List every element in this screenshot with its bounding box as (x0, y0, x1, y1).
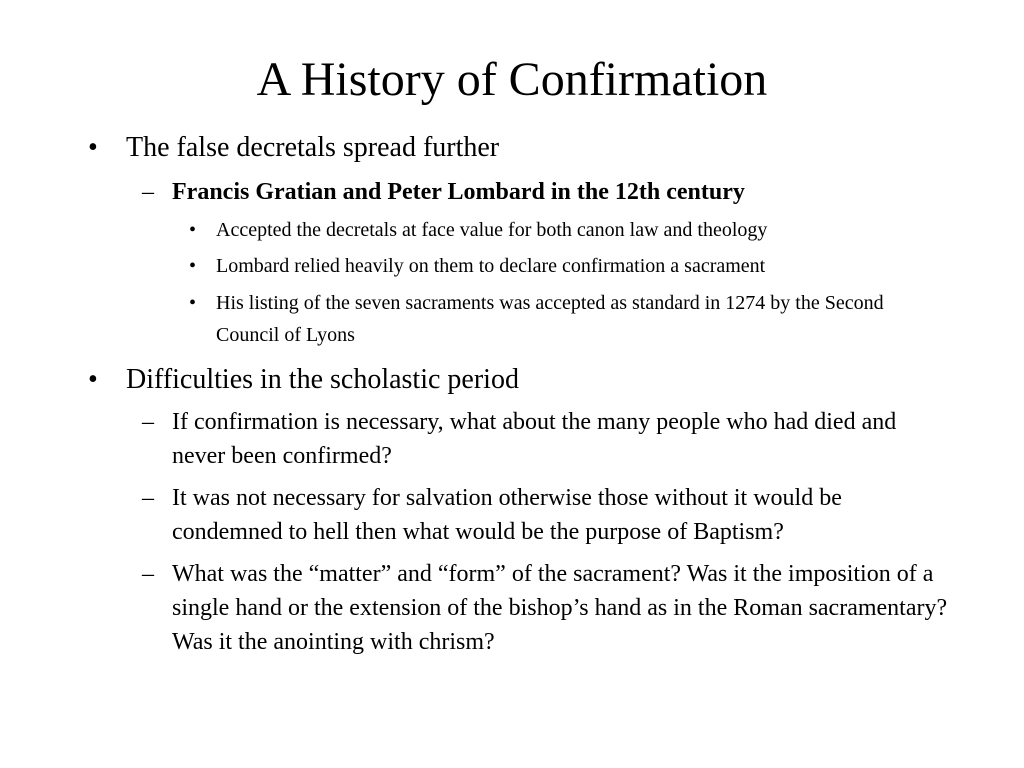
subsubitem-seven-sacraments (189, 287, 926, 351)
subsubitem-text: Accepted the decretals at face value for both canon law and theology (216, 219, 768, 241)
subitem-not-necessary-salvation (142, 481, 952, 549)
bullet-marker: • (88, 364, 98, 395)
bullet-item-difficulties (88, 363, 986, 396)
bullet-marker: • (189, 255, 197, 277)
subitem-text: If confirmation is necessary, what about the many people who had died and never been confirmed? (172, 409, 897, 469)
bullet-marker: • (88, 132, 98, 163)
subsubitem-face-value (189, 214, 996, 246)
bullet-marker: • (189, 292, 197, 314)
bullet-text: Difficulties in the scholastic period (126, 364, 519, 395)
subitem-gratian-lombard (142, 175, 992, 209)
subsubitem-lombard-relied (189, 250, 996, 282)
slide-title: A History of Confirmation (256, 53, 768, 106)
bullet-marker: • (189, 219, 197, 241)
subitem-text: It was not necessary for salvation otherwise those without it would be condemned to hell then what would be the purpose of Baptism? (172, 485, 842, 545)
dash-marker: – (142, 561, 154, 587)
subitem-matter-form (142, 557, 962, 659)
subitem-text: What was the “matter” and “form” of the sacrament? Was it the imposition of a single hand or the extension of the bishop’s hand as in the Roman sacramentary? Was it the anointing with chrism? (172, 561, 948, 655)
subitem-confirmation-necessary (142, 405, 942, 473)
bullet-text: The false decretals spread further (126, 132, 500, 163)
subitem-text: Francis Gratian and Peter Lombard in the 12th century (172, 179, 745, 205)
subsubitem-text: His listing of the seven sacraments was accepted as standard in 1274 by the Second Council of Lyons (216, 292, 884, 346)
dash-marker: – (142, 409, 154, 435)
subsubitem-text: Lombard relied heavily on them to declare confirmation a sacrament (216, 255, 766, 277)
dash-marker: – (142, 485, 154, 511)
dash-marker: – (142, 179, 154, 205)
bullet-item-decretals (88, 131, 986, 164)
